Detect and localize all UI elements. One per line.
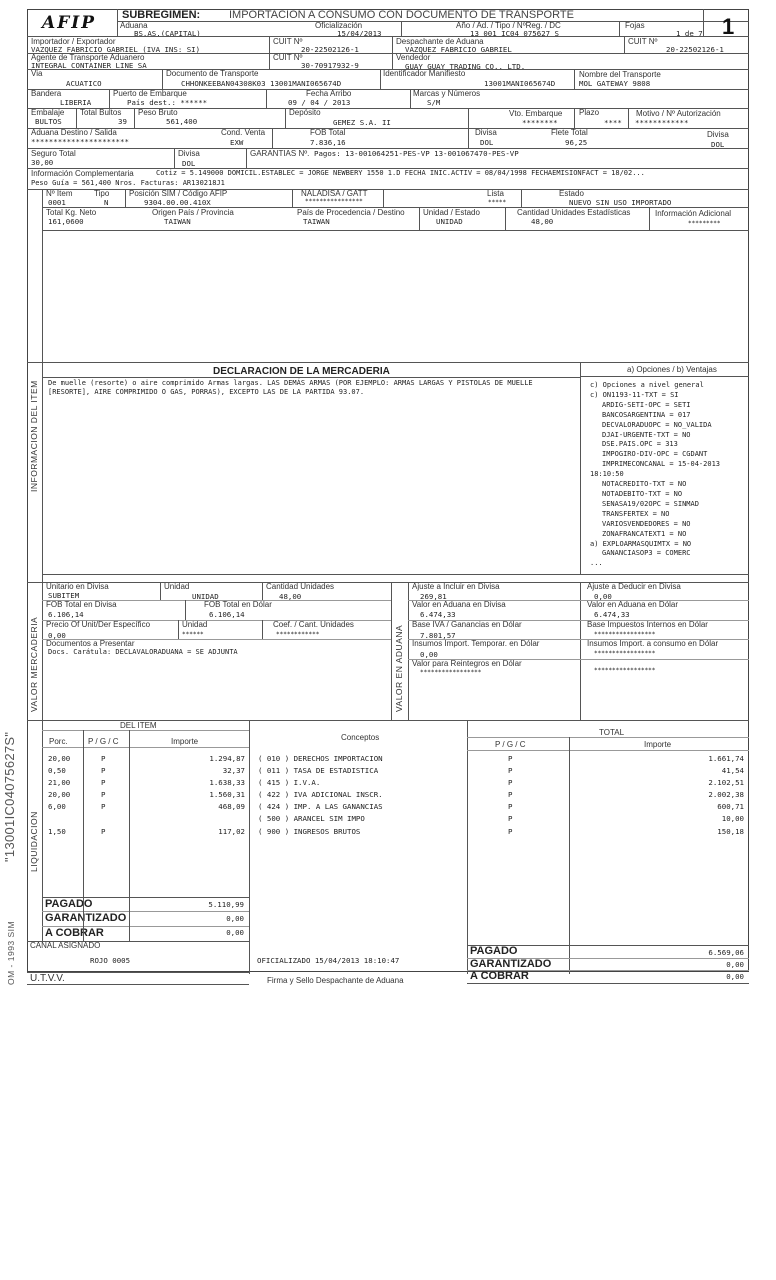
vto-embarque-label: Vto. Embarque <box>509 109 563 118</box>
aduana-destino-label: Aduana Destino / Salida <box>31 128 117 137</box>
info-adicional-label: Información Adicional <box>655 209 732 218</box>
side-label-liquidacion: LIQUIDACION <box>29 811 39 872</box>
liquidacion-cell-concepto: ( 422 ) IVA ADICIONAL INSCR. <box>258 790 383 799</box>
cuit-importador-value: 20-22502126-1 <box>301 45 359 54</box>
afip-logo <box>38 13 120 33</box>
acobrar-item-value: 0,00 <box>226 928 244 937</box>
via-value: ACUATICO <box>66 79 102 88</box>
info-comp-line2: Peso Guía = 561,400 Nros. Facturas: AR130218J1 <box>31 179 225 187</box>
opcion-line: GANANCIASOP3 = COMERC <box>602 549 691 558</box>
docs-presentar-label: Documentos a Presentar <box>46 639 135 648</box>
col-total-pgc-label: P / G / C <box>495 740 526 749</box>
acobrar-total-label: A COBRAR <box>470 970 529 982</box>
fob-total-value: 7.836,16 <box>310 138 346 147</box>
liquidacion-cell-pgc: P <box>101 766 106 775</box>
margin-form-label: OM - 1993 SIM <box>6 920 16 985</box>
cantidad-est-label: Cantidad Unidades Estadísticas <box>517 208 631 217</box>
divisa-flete-value: DOL <box>711 140 725 149</box>
fecha-arribo-value: 09 / 04 / 2013 <box>288 98 351 107</box>
liquidacion-cell-timporte: 2.002,38 <box>708 790 744 799</box>
opcion-line: DECVALORADUOPC = NO_VALIDA <box>602 420 712 429</box>
liquidacion-cell-importe: 1.294,87 <box>209 754 245 763</box>
despachante-label: Despachante de Aduana <box>396 37 484 46</box>
opcion-line: DSE.PAIS.OPC = 313 <box>602 440 678 449</box>
embalaje-label: Embalaje <box>31 108 65 117</box>
marcas-label: Marcas y Números <box>413 89 481 98</box>
tipo-value: N <box>104 198 109 207</box>
garantias-label: GARANTIAS Nº. <box>250 149 310 158</box>
bandera-label: Bandera <box>31 89 62 98</box>
fojas-value: 1 de 7 <box>676 29 703 38</box>
liquidacion-cell-pgc: P <box>101 827 106 836</box>
pagado-total-label: PAGADO <box>470 945 518 957</box>
col-pgc-label: P / G / C <box>88 737 119 746</box>
unitario-divisa-label: Unitario en Divisa <box>46 582 109 591</box>
opciones-list <box>590 381 748 569</box>
subregimen-label: SUBREGIMEN: <box>122 9 201 21</box>
liquidacion-cell-importe: 1.560,31 <box>209 790 245 799</box>
nombre-transporte-value: MOL GATEWAY 9808 <box>579 79 651 88</box>
liquidacion-cell-concepto: ( 415 ) I.V.A. <box>258 778 321 787</box>
garantizado-item-label: GARANTIZADO <box>45 912 127 924</box>
marcas-value: S/M <box>427 98 441 107</box>
cuit-agente-label: CUIT Nº <box>273 53 303 62</box>
fob-total-label: FOB Total <box>310 128 346 137</box>
fob-divisa-value: 6.106,14 <box>48 610 84 619</box>
fob-dolar-label: FOB Total en Dólar <box>204 600 272 609</box>
divisa-fob-value: DOL <box>480 138 494 147</box>
reintegros-dolar-value: ***************** <box>594 667 656 674</box>
motivo-value: ************ <box>635 118 689 127</box>
page-number: 1 <box>722 14 735 39</box>
cuit-despachante-label: CUIT Nº <box>628 37 658 46</box>
liquidacion-cell-concepto: ( 500 ) ARANCEL SIM IMPO <box>258 814 365 823</box>
va-divisa-label: Valor en Aduana en Divisa <box>412 600 506 609</box>
info-comp-label: Información Complementaria <box>31 169 134 178</box>
pagado-item-value: 5.110,99 <box>208 900 244 909</box>
opcion-line: VARIOSVENDEDORES = NO <box>602 519 691 528</box>
precio-unit-value: 0,00 <box>48 631 66 640</box>
liquidacion-cell-tpgc: P <box>508 754 513 763</box>
pagado-total-value: 6.569,06 <box>708 948 744 957</box>
info-comp-line1: Cotiz = 5.149000 DOMICIL.ESTABLEC = JORGE NEWBERY 1550 1.D FECHA INIC.ACTIV = 08/04/1998 FECHAEMISIONFACT = 18/02... <box>156 169 645 177</box>
base-iva-value: 7.801,57 <box>420 631 456 640</box>
liquidacion-cell-tpgc: P <box>508 778 513 787</box>
declaracion-line2: [RESORTE], AIRE COMPRIMIDO O GAS, PORRAS), EXCEPTO LAS DE LA PARTIDA 93.07. <box>48 388 365 396</box>
opciones-title: a) Opciones / b) Ventajas <box>627 365 717 374</box>
vendedor-label: Vendedor <box>396 53 431 62</box>
pagado-item-label: PAGADO <box>45 898 93 910</box>
aduana-label: Aduana <box>120 21 148 30</box>
aduana-value: BS.AS.(CAPITAL) <box>134 29 201 38</box>
oficializacion-value: 15/04/2013 <box>337 29 382 38</box>
liquidacion-cell-timporte: 10,00 <box>721 814 744 823</box>
va-dolar-label: Valor en Aduana en Dólar <box>587 600 679 609</box>
estado-label: Estado <box>559 189 584 198</box>
liquidacion-cell-tpgc: P <box>508 827 513 836</box>
liquidacion-cell-concepto: ( 424 ) IMP. A LAS GANANCIAS <box>258 802 383 811</box>
unidad-precio-value: ****** <box>182 631 204 638</box>
liquidacion-cell-porc: 0,50 <box>48 766 66 775</box>
opcion-line: 18:10:50 <box>590 470 624 479</box>
base-imp-label: Base Impuestos Internos en Dólar <box>587 620 708 629</box>
divisa-flete-label: Divisa <box>707 130 729 139</box>
canal-value: ROJO 0005 <box>90 956 131 965</box>
info-adicional-value: ********* <box>688 220 721 227</box>
liquidacion-cell-timporte: 150,18 <box>717 827 744 836</box>
afip-logo-text: AFIP <box>42 13 96 33</box>
flete-total-label: Flete Total <box>551 128 588 137</box>
unidad-precio-label: Unidad <box>182 620 208 629</box>
canal-label: CANAL ASIGNADO <box>30 941 101 950</box>
manifiesto-label: Identificador Manifiesto <box>383 69 466 78</box>
agente-value: INTEGRAL CONTAINER LINE SA <box>31 61 147 70</box>
opcion-line: a) EXPLOARMASQUIMTX = NO <box>590 539 692 548</box>
deposito-label: Depósito <box>289 108 321 117</box>
estado-value: NUEVO SIN USO IMPORTADO <box>569 198 672 207</box>
declaracion-line1: De muelle (resorte) o aire comprimido Armas largas. LAS DEMÁS ARMAS (POR EJEMPLO: ARMAS LARGAS Y PISTOLAS DE MUELLE <box>48 379 533 387</box>
fojas-label: Fojas <box>625 21 645 30</box>
importador-value: VAZQUEZ FABRICIO GABRIEL (IVA INS: SI) <box>31 45 201 54</box>
divisa-fob-label: Divisa <box>475 128 497 137</box>
oficializacion-label: Oficialización <box>315 21 363 30</box>
tipo-label: Tipo <box>94 189 110 198</box>
precio-unit-label: Precio Of Unit/Der Específico <box>46 620 151 629</box>
nitem-label: Nº Item <box>46 189 73 198</box>
total-bultos-label: Total Bultos <box>80 108 122 117</box>
cuit-despachante-value: 20-22502126-1 <box>666 45 724 54</box>
ano-reg-value: 13 001 IC04 075627 S <box>470 29 559 38</box>
insumos-temp-label: Insumos Import. Temporar. en Dólar <box>412 639 540 648</box>
docs-presentar-value: Docs. Carátula: DECLAVALORADUANA = SE ADJUNTA <box>48 648 238 656</box>
posicion-label: Posición SIM / Código AFIP <box>129 189 228 198</box>
va-dolar-value: 6.474,33 <box>594 610 630 619</box>
liquidacion-cell-concepto: ( 011 ) TASA DE ESTADISTICA <box>258 766 379 775</box>
margin-code: "13001IC04075627S" <box>2 731 17 862</box>
puerto-embarque-value: País dest.: ****** <box>127 98 208 107</box>
procedencia-label: País de Procedencia / Destino <box>297 208 405 217</box>
peso-bruto-label: Peso Bruto <box>138 108 178 117</box>
opcion-line: IMPRIMECONCANAL = 15-04-2013 <box>602 460 721 469</box>
seguro-total-value: 30,00 <box>31 158 54 167</box>
liquidacion-cell-porc: 20,00 <box>48 790 71 799</box>
garantizado-total-label: GARANTIZADO <box>470 958 552 970</box>
total-bultos-value: 39 <box>118 117 127 126</box>
reintegros-label: Valor para Reintegros en Dólar <box>412 659 522 668</box>
importador-label: Importador / Exportador <box>31 37 116 46</box>
cond-venta-value: EXW <box>230 138 244 147</box>
garantizado-total-value: 0,00 <box>726 960 744 969</box>
reintegros-value: ***************** <box>420 669 482 676</box>
cond-venta-label: Cond. Venta <box>221 128 266 137</box>
embalaje-value: BULTOS <box>35 117 62 126</box>
unidad-estado-value: UNIDAD <box>436 217 463 226</box>
opcion-line: ARDIG-SETI-OPC = SETI <box>602 400 691 409</box>
utvv-label: U.T.V.V. <box>30 973 65 984</box>
acobrar-item-label: A COBRAR <box>45 927 104 939</box>
aduana-destino-value: ********************** <box>31 137 129 146</box>
coef-label: Coef. / Cant. Unidades <box>273 620 354 629</box>
opcion-line: TRANSFERTEX = NO <box>602 509 670 518</box>
total-label: TOTAL <box>599 728 625 737</box>
fob-dolar-value: 6.106,14 <box>209 610 245 619</box>
garantizado-item-value: 0,00 <box>226 914 244 923</box>
side-label-valor-mercaderia: VALOR MERCADERIA <box>29 616 39 712</box>
liquidacion-cell-pgc: P <box>101 790 106 799</box>
posicion-value: 9304.00.00.410X <box>144 198 211 207</box>
ajuste-deducir-value: 0,00 <box>594 592 612 601</box>
peso-bruto-value: 561,400 <box>166 117 198 126</box>
declaracion-title: DECLARACION DE LA MERCADERIA <box>213 366 390 377</box>
acobrar-total-value: 0,00 <box>726 972 744 981</box>
coef-value: ************ <box>276 631 320 638</box>
origen-label: Origen País / Provincia <box>152 208 234 217</box>
nitem-value: 0001 <box>48 198 66 207</box>
col-importe-label: Importe <box>171 737 199 746</box>
ajuste-deducir-label: Ajuste a Deducir en Divisa <box>587 582 681 591</box>
liquidacion-cell-tpgc: P <box>508 814 513 823</box>
opcion-line: NOTACREDITO-TXT = NO <box>602 480 687 489</box>
cuit-agente-value: 30-70917932-9 <box>301 61 359 70</box>
col-total-importe-label: Importe <box>644 740 672 749</box>
origen-value: TAIWAN <box>164 217 191 226</box>
unitario-divisa-value: SUBITEM <box>48 591 80 600</box>
opcion-line: NOTADEBITO-TXT = NO <box>602 489 683 498</box>
motivo-label: Motivo / Nº Autorización <box>636 109 721 118</box>
opcion-line: ZONAFRANCATEXT1 = NO <box>602 529 687 538</box>
liquidacion-cell-concepto: ( 900 ) INGRESOS BRUTOS <box>258 827 361 836</box>
fecha-arribo-label: Fecha Arribo <box>306 89 352 98</box>
liquidacion-cell-timporte: 1.661,74 <box>708 754 744 763</box>
opcion-line: DJAI-URGENTE-TXT = NO <box>602 430 691 439</box>
liquidacion-cell-porc: 21,00 <box>48 778 71 787</box>
fob-divisa-label: FOB Total en Divisa <box>46 600 117 609</box>
side-label-valor-aduana: VALOR EN ADUANA <box>394 624 404 712</box>
subregimen-value: IMPORTACION A CONSUMO CON DOCUMENTO DE TRANSPORTE <box>229 9 574 21</box>
kg-neto-value: 161,0600 <box>48 217 84 226</box>
liquidacion-cell-tpgc: P <box>508 802 513 811</box>
lista-label: Lista <box>487 189 504 198</box>
liquidacion-cell-tpgc: P <box>508 790 513 799</box>
vto-embarque-value: ******** <box>522 118 558 127</box>
liquidacion-cell-porc: 1,50 <box>48 827 66 836</box>
kg-neto-label: Total Kg. Neto <box>46 208 97 217</box>
opcion-line: BANCOSARGENTINA = 017 <box>602 410 691 419</box>
via-label: Via <box>31 69 43 78</box>
plazo-value: **** <box>604 118 622 127</box>
col-porc-label: Porc. <box>49 737 68 746</box>
puerto-embarque-label: Puerto de Embarque <box>113 89 187 98</box>
liquidacion-cell-timporte: 600,71 <box>717 802 744 811</box>
liquidacion-cell-concepto: ( 010 ) DERECHOS IMPORTACION <box>258 754 383 763</box>
insumos-consumo-label: Insumos Import. a consumo en Dólar <box>587 639 719 648</box>
liquidacion-cell-pgc: P <box>101 754 106 763</box>
unidad-valor-value: UNIDAD <box>192 592 219 601</box>
liquidacion-cell-importe: 468,09 <box>218 802 245 811</box>
lista-value: ***** <box>488 199 507 206</box>
manifiesto-value: 13001MANI065674D <box>484 79 556 88</box>
base-imp-value: ***************** <box>594 631 656 638</box>
doc-transporte-label: Documento de Transporte <box>166 69 259 78</box>
ano-reg-label: Año / Ad. / Tipo / NºReg. / DC <box>456 21 561 30</box>
naladisa-label: NALADISA / GATT <box>301 189 368 198</box>
liquidacion-cell-pgc: P <box>101 802 106 811</box>
cant-unidades-value: 48,00 <box>279 592 302 601</box>
opcion-line: ... <box>590 559 603 568</box>
conceptos-label: Conceptos <box>341 733 380 742</box>
nombre-transporte-label: Nombre del Transporte <box>579 70 661 79</box>
opcion-line: c) Opciones a nivel general <box>590 381 704 389</box>
insumos-temp-value: 0,00 <box>420 650 438 659</box>
garantias-value: Pagos: 13-001064251-PES-VP 13-001067470-PES-VP <box>314 149 519 158</box>
ajuste-incluir-value: 269,81 <box>420 592 447 601</box>
divisa-seguro-label: Divisa <box>178 149 200 158</box>
unidad-valor-label: Unidad <box>164 582 190 591</box>
oficializado-text: OFICIALIZADO 15/04/2013 18:10:47 <box>257 956 400 965</box>
naladisa-value: **************** <box>305 198 363 205</box>
opcion-line: IMPOGIRO-DIV-OPC = CGDANT <box>602 450 708 459</box>
cuit-importador-label: CUIT Nº <box>273 37 303 46</box>
unidad-estado-label: Unidad / Estado <box>423 208 480 217</box>
va-divisa-value: 6.474,33 <box>420 610 456 619</box>
liquidacion-cell-timporte: 41,54 <box>721 766 744 775</box>
opcion-line: c) ON1193-11-TXT = SI <box>590 390 679 399</box>
seguro-total-label: Seguro Total <box>31 149 76 158</box>
base-iva-label: Base IVA / Ganancias en Dólar <box>412 620 522 629</box>
liquidacion-cell-timporte: 2.102,51 <box>708 778 744 787</box>
despachante-value: VAZQUEZ FABRICIO GABRIEL <box>405 45 512 54</box>
flete-total-value: 96,25 <box>565 138 588 147</box>
liquidacion-cell-importe: 32,37 <box>222 766 245 775</box>
plazo-label: Plazo <box>579 108 600 117</box>
side-label-info-item: INFORMACION DEL ITEM <box>29 380 39 492</box>
liquidacion-cell-importe: 1.638,33 <box>209 778 245 787</box>
doc-transporte-value: CHHONKEEBAN04308K03 13001MANI065674D <box>181 79 342 88</box>
liquidacion-cell-porc: 6,00 <box>48 802 66 811</box>
liquidacion-cell-porc: 20,00 <box>48 754 71 763</box>
cantidad-est-value: 48,00 <box>531 217 554 226</box>
del-item-label: DEL ITEM <box>120 721 157 730</box>
liquidacion-cell-pgc: P <box>101 778 106 787</box>
liquidacion-cell-importe: 117,02 <box>218 827 245 836</box>
opcion-line: SENASA19/02OPC = SINMAD <box>602 499 699 508</box>
insumos-consumo-value: ***************** <box>594 650 656 657</box>
procedencia-value: TAIWAN <box>303 217 330 226</box>
liquidacion-cell-tpgc: P <box>508 766 513 775</box>
firma-label: Firma y Sello Despachante de Aduana <box>267 976 404 985</box>
bandera-value: LIBERIA <box>60 98 92 107</box>
ajuste-incluir-label: Ajuste a Incluir en Divisa <box>412 582 500 591</box>
agente-label: Agente de Transporte Aduanero <box>31 53 145 62</box>
deposito-value: GEMEZ S.A. II <box>333 118 391 127</box>
cant-unidades-label: Cantidad Unidades <box>266 582 335 591</box>
divisa-seguro-value: DOL <box>182 159 196 168</box>
vendedor-value: GUAY GUAY TRADING CO., LTD. <box>405 62 526 71</box>
